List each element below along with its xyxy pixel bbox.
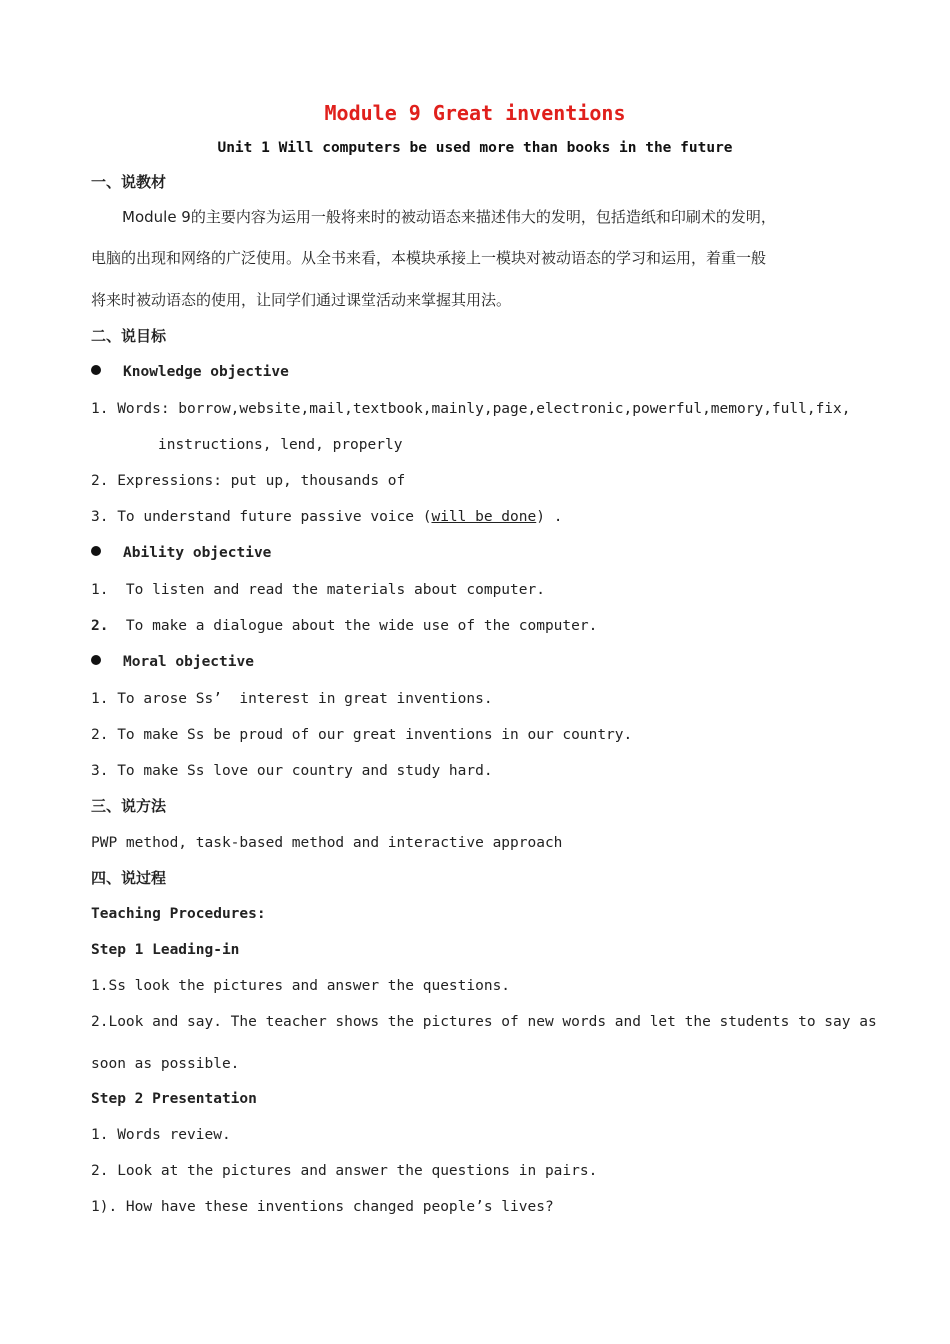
knowledge-objective-heading: Knowledge objective [91,362,289,382]
list-item: 2.Look and say. The teacher shows the pictures of new words and let the students to say as [91,1014,877,1030]
list-item: 3. To understand future passive voice (will be done) . [91,509,563,525]
list-item: 1). How have these inventions changed people’s lives? [91,1199,554,1215]
list-item: 1. Words: borrow,website,mail,textbook,mainly,page,electronic,powerful,memory,full,fix, [91,401,851,417]
list-item: instructions, lend, properly [158,437,403,453]
section-heading-objectives: 二、说目标 [91,327,167,345]
section-heading-methods: 三、说方法 [91,797,167,815]
list-item: 2. Look at the pictures and answer the questions in pairs. [91,1163,598,1179]
moral-objective-heading: Moral objective [91,652,254,672]
document-title: Module 9 Great inventions [324,101,626,125]
paragraph-line: Module 9的主要内容为运用一般将来时的被动语态来描述伟大的发明，包括造纸和印刷术的发明， [122,208,776,226]
paragraph-line: 将来时被动语态的使用，让同学们通过课堂活动来掌握其用法。 [91,291,512,309]
section-heading-textbook: 一、说教材 [91,173,167,191]
step-heading: Step 2 Presentation [91,1091,257,1107]
list-item: soon as possible. [91,1056,240,1072]
list-item: 1. To listen and read the materials about computer. [91,582,545,598]
step-heading: Step 1 Leading-in [91,942,240,958]
list-item: 2. To make a dialogue about the wide use of the computer. [91,618,598,634]
list-item: 3. To make Ss love our country and study hard. [91,763,493,779]
ability-objective-heading: Ability objective [91,543,271,563]
bullet-icon [91,546,101,556]
list-item: 2. Expressions: put up, thousands of [91,473,406,489]
paragraph-line: 电脑的出现和网络的广泛使用。从全书来看，本模块承接上一模块对被动语态的学习和运用，着重一般 [91,249,767,267]
list-item: 1.Ss look the pictures and answer the questions. [91,978,511,994]
bullet-icon [91,655,101,665]
paragraph-line: PWP method, task-based method and interactive approach [91,835,563,851]
list-item: 1. Words review. [91,1127,231,1143]
list-item: 2. To make Ss be proud of our great inventions in our country. [91,727,633,743]
document-subtitle: Unit 1 Will computers be used more than books in the future [217,140,733,156]
bullet-icon [91,365,101,375]
section-heading-process: 四、说过程 [91,869,167,887]
teaching-procedures-heading: Teaching Procedures: [91,906,266,922]
list-item: 1. To arose Ss’ interest in great inventions. [91,691,493,707]
